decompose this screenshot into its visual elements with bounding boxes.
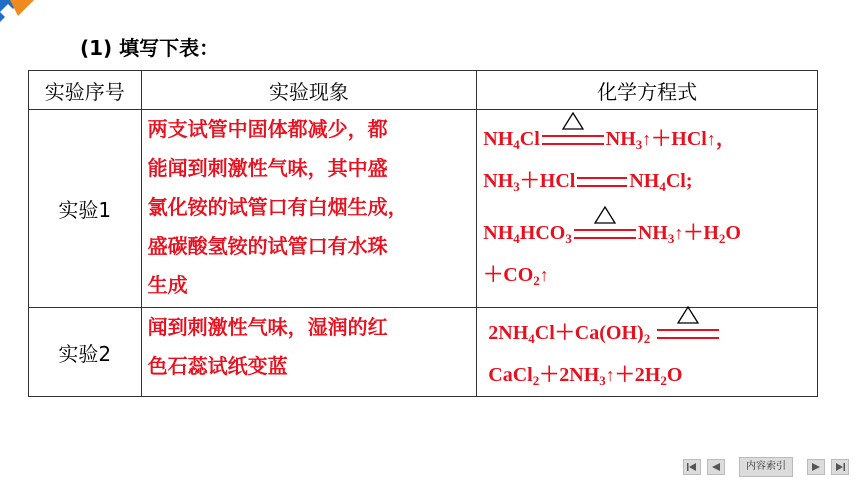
equation-line: $+CO_2↑$	[483, 264, 549, 288]
equation-line: $NH_4Cl$ $NH_3↑+HCl↑$，	[483, 118, 811, 160]
heat-triangle-icon	[594, 206, 616, 224]
phenomenon-line: 色石蕊试纸变蓝	[147, 354, 288, 378]
phenomenon-cell	[141, 110, 477, 308]
first-page-icon	[687, 463, 697, 471]
phenomenon-line: 氯化铵的试管口有白烟生成，	[147, 195, 408, 219]
next-page-button[interactable]	[807, 459, 825, 475]
content-index-button[interactable]: 内容索引	[739, 457, 793, 477]
heat-triangle-icon	[677, 306, 699, 324]
last-page-icon	[835, 463, 845, 471]
heat-triangle-icon	[562, 112, 584, 130]
phenomenon-line: 生成	[147, 273, 188, 297]
heat-equals-sign	[574, 229, 636, 239]
equation-line: $NH_3+HCl$ $NH_4Cl$;	[483, 170, 693, 194]
equation-line: $2NH_4Cl+Ca(OH)_2$	[483, 312, 811, 354]
section-heading: (1) 填写下表：	[80, 36, 220, 60]
last-page-button[interactable]	[831, 459, 849, 475]
corner-decoration	[0, 0, 60, 34]
table-row	[29, 308, 818, 397]
header-phenomenon: 实验现象	[141, 71, 477, 110]
slide-navigation	[683, 457, 849, 477]
heat-equals-sign	[542, 135, 604, 145]
experiment-table	[28, 70, 818, 397]
equals-sign	[577, 177, 627, 187]
first-page-button[interactable]	[683, 459, 701, 475]
heat-equals-sign	[657, 329, 719, 339]
header-experiment-number: 实验序号	[29, 71, 142, 110]
table-row	[29, 110, 818, 308]
phenomenon-line: 闻到刺激性气味，湿润的红	[147, 315, 388, 339]
previous-page-button[interactable]	[707, 459, 725, 475]
equation-line: $NH_4HCO_3$ $NH_3↑+H_2O$	[483, 212, 811, 254]
table-header-row	[29, 71, 818, 110]
equation-cell	[477, 308, 818, 397]
row-name: 实验2	[29, 308, 142, 397]
phenomenon-line: 两支试管中固体都减少，都	[147, 117, 388, 141]
phenomenon-line: 能闻到刺激性气味，其中盛	[147, 156, 388, 180]
equation-cell	[477, 110, 818, 308]
previous-page-icon	[712, 463, 720, 471]
next-page-icon	[812, 463, 820, 471]
equation-line: $CaCl_2+2NH_3↑+2H_2O$	[483, 364, 683, 388]
phenomenon-cell	[141, 308, 477, 397]
row-name: 实验1	[29, 110, 142, 308]
header-equation: 化学方程式	[477, 71, 818, 110]
phenomenon-line: 盛碳酸氢铵的试管口有水珠	[147, 234, 388, 258]
